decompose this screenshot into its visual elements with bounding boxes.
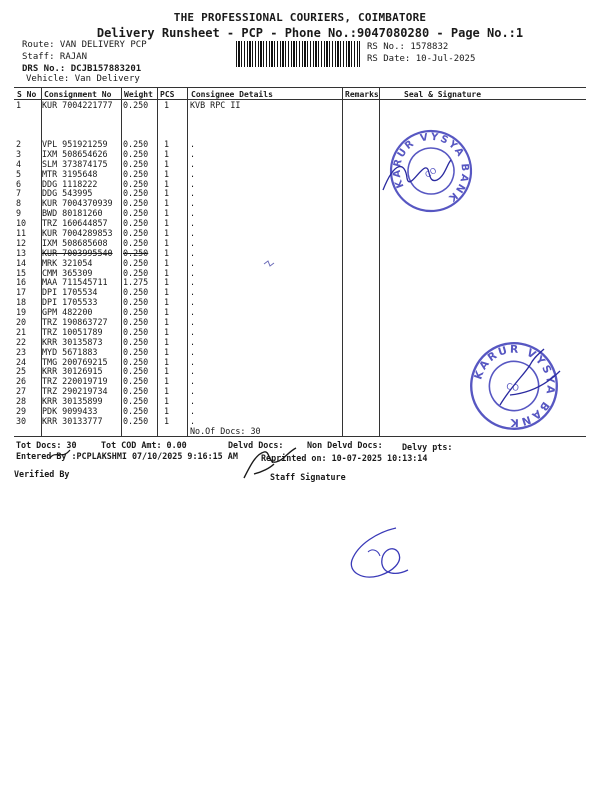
row-sno: 8 (16, 198, 22, 209)
row-weight: 0.250 (123, 100, 149, 110)
row-pcs: 1 (164, 386, 170, 397)
bottom-signature (338, 522, 418, 590)
col-divider (379, 87, 380, 436)
entered-by: Entered By :PCPLAKSHMI 07/10/2025 9:16:15 AM (16, 451, 238, 461)
row-sno: 13 (16, 247, 27, 258)
row-consignee: . (190, 139, 196, 149)
row-weight: 0.250 (123, 307, 149, 318)
row-consignee: . (190, 178, 196, 189)
row-consignee: . (190, 257, 196, 268)
row-pcs: 1 (164, 218, 170, 229)
row-weight: 0.250 (123, 247, 149, 258)
runsheet-subtitle: Delivery Runsheet - PCP - Phone No.:9047080280 - Page No.:1 (96, 26, 524, 40)
rs-date: RS Date: 10-Jul-2025 (367, 54, 476, 64)
row-sno: 28 (16, 396, 27, 407)
row-pcs: 1 (164, 208, 170, 219)
row-sno: 5 (16, 168, 22, 179)
signature-scribble (375, 150, 455, 200)
row-sno: 7 (16, 188, 22, 199)
row-sno: 17 (16, 287, 27, 298)
row-weight: 0.250 (123, 237, 149, 248)
row-weight: 0.250 (123, 168, 149, 179)
row-consignee: . (190, 317, 196, 328)
row-consignee: . (190, 386, 196, 397)
barcode (236, 41, 360, 67)
header-pcs: PCS (160, 90, 175, 99)
row-pcs: 1 (164, 277, 170, 288)
row-weight: 0.250 (123, 257, 149, 268)
row-pcs: 1 (164, 396, 170, 407)
row-sno: 18 (16, 297, 27, 308)
row-weight: 0.250 (123, 415, 149, 426)
bank-stamp-text: KARUR VYSYA BANK (391, 131, 471, 205)
staff-signature-scribble (240, 444, 300, 484)
entered-signature-scribble (48, 446, 72, 462)
row-consignment: GPM 482200 (42, 307, 93, 318)
row-sno: 2 (16, 139, 22, 149)
row-consignment: TRZ 160644857 (42, 218, 108, 229)
header-seal-signature: Seal & Signature (404, 90, 482, 99)
row-consignment: KUR 7003995540 (42, 247, 113, 258)
row-sno: 1 (16, 100, 22, 110)
row-consignment: KRR 30135873 (42, 336, 103, 347)
row-sno: 21 (16, 326, 27, 337)
row-consignee: . (190, 277, 196, 288)
header-consignee: Consignee Details (191, 90, 273, 99)
row-sno: 23 (16, 346, 27, 357)
row-pcs: 1 (164, 158, 170, 169)
company-title: THE PROFESSIONAL COURIERS, COIMBATORE (173, 11, 427, 24)
row-consignee: . (190, 208, 196, 219)
row-weight: 0.250 (123, 376, 149, 387)
row-weight: 0.250 (123, 317, 149, 328)
delivery-points: Delvy pts: (402, 442, 453, 452)
row-weight: 0.250 (123, 188, 149, 199)
row-pcs: 1 (164, 100, 170, 110)
row-weight: 0.250 (123, 287, 149, 298)
drs-number: DRS No.: DCJB157883201 (22, 64, 142, 74)
staff-label: Staff: RAJAN (22, 52, 88, 62)
row-pcs: 1 (164, 307, 170, 318)
row-consignment: DPI 1705534 (42, 287, 98, 298)
row-consignment: KRR 30126915 (42, 366, 103, 377)
row-weight: 0.250 (123, 366, 149, 377)
row-pcs: 1 (164, 366, 170, 377)
row-consignee: . (190, 267, 196, 278)
row-sno: 4 (16, 158, 22, 169)
row-sno: 14 (16, 257, 27, 268)
row-pcs: 1 (164, 317, 170, 328)
svg-text:CO: CO (423, 165, 439, 180)
svg-text:CO: CO (505, 382, 520, 395)
route-label: Route: VAN DELIVERY PCP (22, 40, 147, 50)
table-top-rule (14, 87, 586, 88)
row-sno: 19 (16, 307, 27, 318)
row-weight: 1.275 (123, 277, 149, 288)
row-consignment: TMG 200769215 (42, 356, 108, 367)
vehicle-label: Vehicle: Van Delivery (26, 74, 140, 84)
row-weight: 0.250 (123, 178, 149, 189)
row-consignment: VPL 951921259 (42, 139, 108, 149)
table-row (16, 101, 346, 140)
row-consignee: . (190, 356, 196, 367)
row-consignee: . (190, 188, 196, 199)
bank-stamp-text: KARUR VYSYA BANK (471, 342, 558, 430)
row-weight: 0.250 (123, 158, 149, 169)
row-consignment: TRZ 290219734 (42, 386, 108, 397)
row-consignee: . (190, 287, 196, 298)
row-sno: 11 (16, 228, 27, 239)
staff-signature-label: Staff Signature (270, 472, 346, 482)
row-pcs: 1 (164, 178, 170, 189)
table-row (16, 417, 346, 427)
row-sno: 15 (16, 267, 27, 278)
row-weight: 0.250 (123, 396, 149, 407)
row-consignee: . (190, 218, 196, 229)
row-sno: 16 (16, 277, 27, 288)
row-pcs: 1 (164, 198, 170, 209)
row-weight: 0.250 (123, 198, 149, 209)
row-weight: 0.250 (123, 326, 149, 337)
row-consignment: IXM 508685608 (42, 237, 108, 248)
row-pcs: 1 (164, 148, 170, 159)
row-pcs: 1 (164, 297, 170, 308)
row-consignee: . (190, 406, 196, 417)
row-pcs: 1 (164, 376, 170, 387)
row-consignee: . (190, 307, 196, 318)
non-delivered-docs: Non Delvd Docs: (307, 440, 383, 450)
row-weight: 0.250 (123, 228, 149, 239)
row-sno: 10 (16, 218, 27, 229)
row-pcs: 1 (164, 237, 170, 248)
row-consignment: TRZ 190863727 (42, 317, 108, 328)
row-weight: 0.250 (123, 386, 149, 397)
row-consignment: SLM 373874175 (42, 158, 108, 169)
row-pcs: 1 (164, 415, 170, 426)
row-consignee: . (190, 396, 196, 407)
row-consignee: . (190, 326, 196, 337)
row-sno: 9 (16, 208, 22, 219)
row-sno: 6 (16, 178, 22, 189)
row-consignee: KVB RPC II (190, 100, 241, 110)
row-sno: 25 (16, 366, 27, 377)
row-pcs: 1 (164, 267, 170, 278)
row-sno: 27 (16, 386, 27, 397)
row-consignment: CMM 365309 (42, 267, 93, 278)
row-weight: 0.250 (123, 218, 149, 229)
row-consignment: KRR 30133777 (42, 415, 103, 426)
ink-mark (262, 258, 276, 270)
row-pcs: 1 (164, 356, 170, 367)
row-sno: 29 (16, 406, 27, 417)
row-consignment: DPI 1705533 (42, 297, 98, 308)
row-consignment: IXM 508654626 (42, 148, 108, 159)
row-consignment: PDK 9099433 (42, 406, 98, 417)
docs-count: No.Of Docs: 30 (190, 426, 261, 436)
row-weight: 0.250 (123, 139, 149, 149)
rs-number: RS No.: 1578832 (367, 42, 449, 52)
row-consignee: . (190, 366, 196, 377)
row-pcs: 1 (164, 228, 170, 239)
signature-scribble (490, 335, 570, 415)
row-consignment: MYD 5671883 (42, 346, 98, 357)
row-consignment: MRK 321054 (42, 257, 93, 268)
row-pcs: 1 (164, 247, 170, 258)
row-weight: 0.250 (123, 148, 149, 159)
row-pcs: 1 (164, 287, 170, 298)
row-consignee: . (190, 346, 196, 357)
row-consignee: . (190, 148, 196, 159)
verified-by: Verified By (14, 469, 70, 479)
row-weight: 0.250 (123, 346, 149, 357)
reprinted-on: Reprinted on: 10-07-2025 10:13:14 (261, 453, 428, 463)
row-sno: 26 (16, 376, 27, 387)
row-consignee: . (190, 247, 196, 258)
row-consignment: KUR 7004221777 (42, 100, 113, 110)
row-consignment: KUR 7004289853 (42, 228, 113, 239)
row-consignee: . (190, 198, 196, 209)
row-weight: 0.250 (123, 356, 149, 367)
row-consignee: . (190, 336, 196, 347)
row-consignee: . (190, 415, 196, 426)
row-consignment: DDG 543995 (42, 188, 93, 199)
row-pcs: 1 (164, 139, 170, 149)
row-consignment: TRZ 10051789 (42, 326, 103, 337)
row-consignment: TRZ 220019719 (42, 376, 108, 387)
consignment-table (16, 101, 346, 427)
row-pcs: 1 (164, 188, 170, 199)
row-weight: 0.250 (123, 297, 149, 308)
row-consignment: KUR 7004370939 (42, 198, 113, 209)
row-sno: 20 (16, 317, 27, 328)
row-sno: 12 (16, 237, 27, 248)
row-consignment: MAA 711545711 (42, 277, 108, 288)
row-consignee: . (190, 297, 196, 308)
row-weight: 0.250 (123, 267, 149, 278)
row-weight: 0.250 (123, 406, 149, 417)
row-sno: 30 (16, 415, 27, 426)
row-sno: 22 (16, 336, 27, 347)
row-consignee: . (190, 376, 196, 387)
row-pcs: 1 (164, 168, 170, 179)
delivered-docs: Delvd Docs: (228, 440, 284, 450)
header-remarks: Remarks (345, 90, 379, 99)
row-consignee: . (190, 237, 196, 248)
row-consignee: . (190, 168, 196, 179)
header-consignment: Consignment No (44, 90, 112, 99)
total-docs: Tot Docs: 30 (16, 440, 77, 450)
row-consignment: KRR 30135899 (42, 396, 103, 407)
row-sno: 3 (16, 148, 22, 159)
row-pcs: 1 (164, 346, 170, 357)
row-pcs: 1 (164, 406, 170, 417)
row-pcs: 1 (164, 257, 170, 268)
row-consignee: . (190, 158, 196, 169)
row-consignment: MTR 3195648 (42, 168, 98, 179)
table-bottom-rule (14, 436, 586, 437)
row-weight: 0.250 (123, 336, 149, 347)
header-weight: Weight (124, 90, 153, 99)
total-cod-amount: Tot COD Amt: 0.00 (101, 440, 187, 450)
row-consignment: BWD 80181260 (42, 208, 103, 219)
row-pcs: 1 (164, 336, 170, 347)
row-pcs: 1 (164, 326, 170, 337)
row-weight: 0.250 (123, 208, 149, 219)
row-consignee: . (190, 228, 196, 239)
row-consignment: DDG 1118222 (42, 178, 98, 189)
header-sno: S No (17, 90, 37, 99)
row-sno: 24 (16, 356, 27, 367)
